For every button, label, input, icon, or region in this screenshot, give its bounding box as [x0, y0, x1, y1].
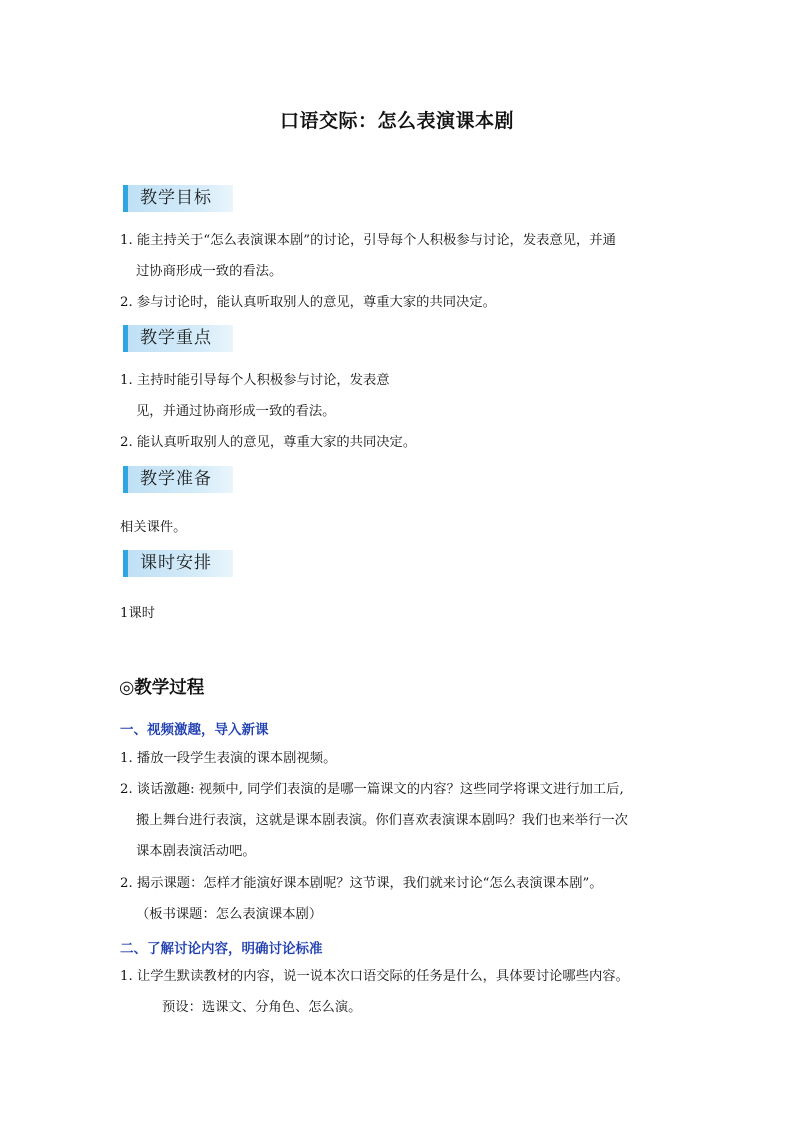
section-heading-key-points: 教学重点: [123, 325, 233, 352]
step1-line-5: 2. 揭示课题：怎样才能演好课本剧呢？这节课，我们就来讨论“怎么表演课本剧”。: [120, 876, 603, 891]
section-heading-preparation: 教学准备: [123, 466, 233, 493]
step2-line-2: 预设：选课文、分角色、怎么演。: [162, 1000, 362, 1015]
schedule-line-1: 1课时: [120, 606, 156, 621]
step2-line-1: 1. 让学生默读教材的内容，说一说本次口语交际的任务是什么，具体要讨论哪些内容。: [120, 969, 629, 984]
section-heading-goals: 教学目标: [123, 185, 233, 212]
goals-line-2: 过协商形成一致的看法。: [136, 264, 283, 279]
step1-line-1: 1. 播放一段学生表演的课本剧视频。: [120, 751, 337, 766]
step1-line-3: 搬上舞台进行表演，这就是课本剧表演。你们喜欢表演课本剧吗？我们也来举行一次: [136, 813, 628, 828]
step1-line-2: 2. 谈话激趣: 视频中, 同学们表演的是哪一篇课文的内容？这些同学将课文进行加工后,: [120, 782, 624, 797]
step1-line-6: （板书课题：怎么表演课本剧）: [136, 907, 323, 922]
key-points-line-3: 2. 能认真听取别人的意见，尊重大家的共同决定。: [120, 435, 417, 450]
step2-title: 二、了解讨论内容，明确讨论标准: [120, 941, 323, 957]
goals-line-3: 2. 参与讨论时，能认真听取别人的意见，尊重大家的共同决定。: [120, 295, 496, 310]
section-heading-schedule: 课时安排: [123, 550, 233, 577]
preparation-line-1: 相关课件。: [120, 520, 187, 535]
page-title: 口语交际：怎么表演课本剧: [279, 110, 514, 132]
process-title: ◎教学过程: [119, 678, 205, 698]
key-points-line-1: 1. 主持时能引导每个人积极参与讨论，发表意: [120, 373, 390, 388]
step1-title: 一、视频激趣，导入新课: [120, 722, 269, 738]
key-points-line-2: 见，并通过协商形成一致的看法。: [136, 404, 336, 419]
step1-line-4: 课本剧表演活动吧。: [136, 844, 256, 859]
goals-line-1: 1. 能主持关于“怎么表演课本剧”的讨论，引导每个人积极参与讨论，发表意见，并通: [120, 233, 616, 248]
